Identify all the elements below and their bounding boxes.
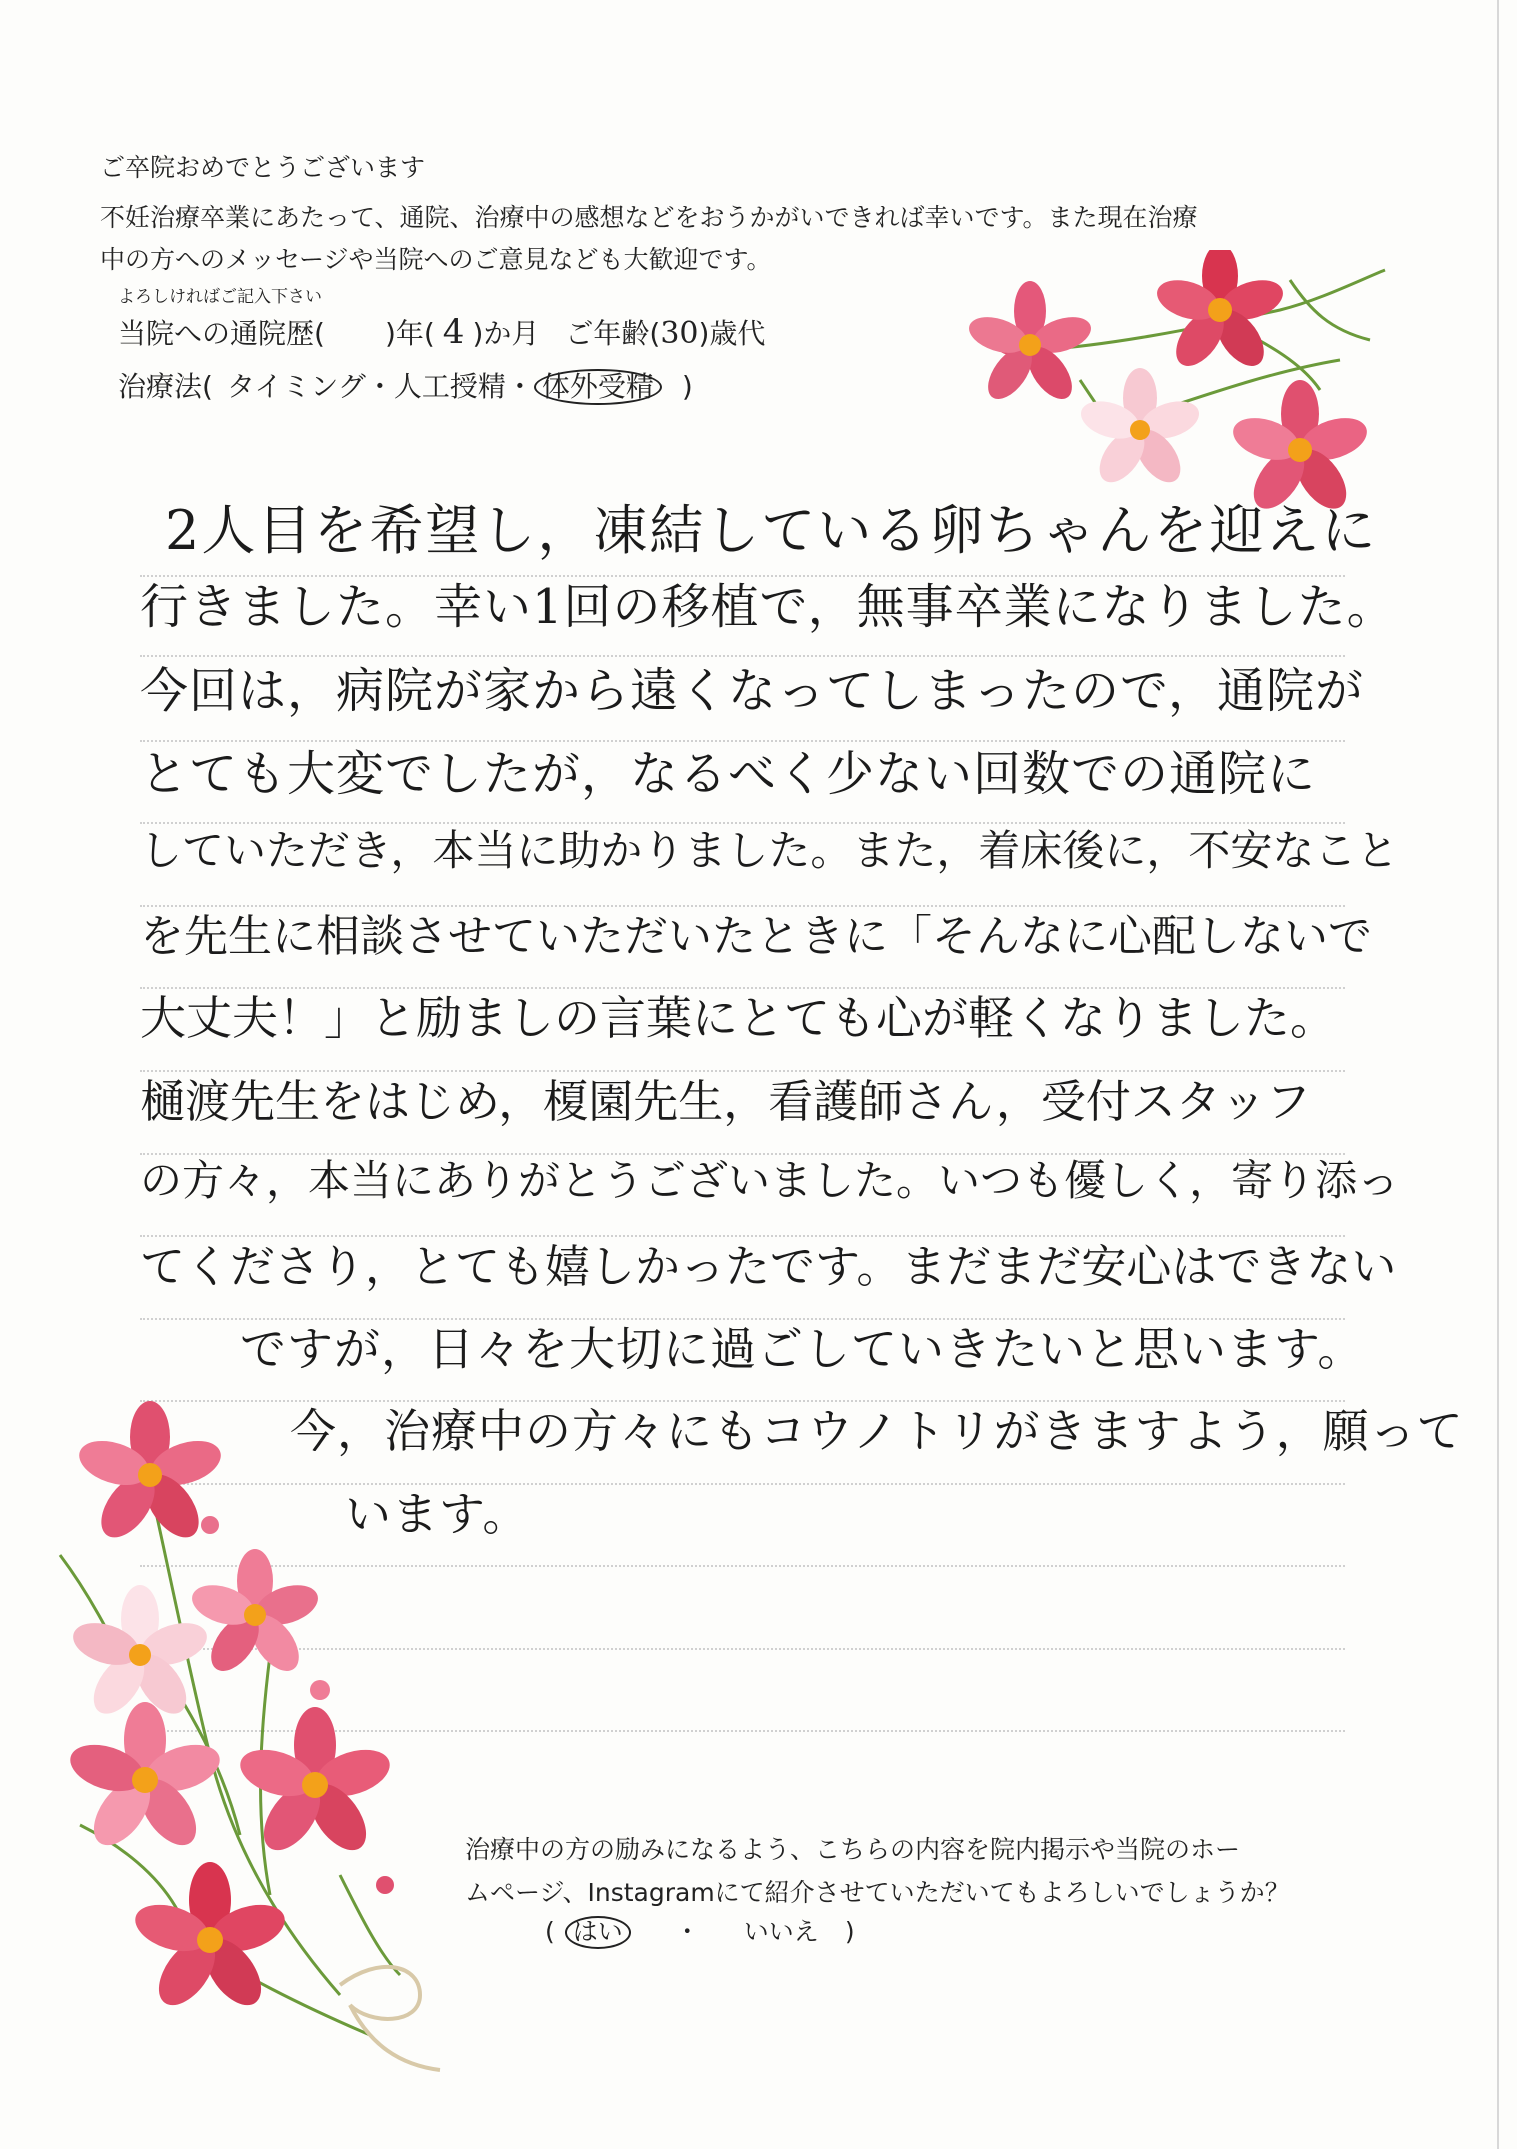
greeting-text: ご卒院おめでとうございます xyxy=(100,153,426,182)
history-months-close: )か月 xyxy=(472,317,540,350)
message-line: していただき，本当に助かりました。また，着床後に，不安なこと xyxy=(140,826,1399,875)
message-line: を先生に相談させていただいたときに「そんなに心配しないで xyxy=(140,911,1372,962)
cosmos-flowers-top-illustration xyxy=(960,250,1390,540)
cosmos-flower-bottom-3 xyxy=(187,1549,323,1679)
consent-close-paren: ) xyxy=(844,1917,855,1946)
cosmos-flower-top-2 xyxy=(1152,250,1288,374)
age-value: 30 xyxy=(660,316,699,351)
message-line: 今，治療中の方々にもコウノトリがきますよう，願って xyxy=(290,1404,1464,1458)
consent-no-option[interactable]: いいえ xyxy=(743,1917,819,1946)
message-line: 樋渡先生をはじめ，榎園先生，看護師さん，受付スタッフ xyxy=(140,1075,1311,1128)
consent-yes-circled[interactable]: はい xyxy=(565,1916,631,1949)
cosmos-flower-bottom-2 xyxy=(68,1585,212,1723)
message-line: 行きました。幸い1回の移植で，無事卒業になりました。 xyxy=(140,579,1396,635)
treatment-label: 治療法( xyxy=(118,370,213,403)
cosmos-flower-top-3 xyxy=(1076,368,1204,490)
consent-question-line-1: 治療中の方の励みになるよう、こちらの内容を院内掲示や当院のホー xyxy=(465,1835,1241,1864)
intro-line-1: 不妊治療卒業にあたって、通院、治療中の感想などをおうかがいできれば幸いです。また現在治療 xyxy=(100,203,1198,232)
page-edge-shadow xyxy=(1497,0,1499,2149)
message-line: います。 xyxy=(345,1487,530,1541)
intro-line-2: 中の方へのメッセージや当院へのご意見なども大歓迎です。 xyxy=(100,245,772,274)
history-label: 当院への通院歴( xyxy=(118,317,325,350)
age-label: ご年齢( xyxy=(565,317,661,350)
consent-open-paren: ( xyxy=(545,1917,555,1946)
message-line: ですが，日々を大切に過ごしていきたいと思います。 xyxy=(240,1322,1365,1376)
cosmos-flowers-bottom-illustration xyxy=(40,1375,470,2075)
history-years-close: )年( xyxy=(384,317,435,350)
message-line: とても大変でしたが，なるべく少ない回数での通院に xyxy=(140,746,1317,802)
fill-note: よろしければご記入下さい xyxy=(118,287,322,307)
message-line: の方々，本当にありがとうございました。いつも優しく，寄り添っ xyxy=(140,1156,1400,1205)
treatment-options: タイミング・人工授精・ xyxy=(226,370,534,403)
cosmos-flower-top-4 xyxy=(1228,380,1372,518)
age-close: )歳代 xyxy=(698,317,766,350)
message-line: 今回は，病院が家から遠くなってしまったので，通院が xyxy=(140,663,1365,719)
history-months-value: 4 xyxy=(442,312,465,352)
treatment-close: ) xyxy=(681,370,693,403)
treatment-row xyxy=(118,365,693,405)
message-line: 大丈夫！」と励ましの言葉にとても心が軽くなりました。 xyxy=(140,991,1336,1045)
message-line: てくださり，とても嬉しかったです。まだまだ安心はできない xyxy=(140,1240,1397,1293)
consent-separator: ・ xyxy=(674,1917,700,1946)
consent-choice-row xyxy=(545,1912,855,1949)
consent-question-line-2: ムページ、Instagramにて紹介させていただいてもよろしいでしょうか？ xyxy=(465,1878,1290,1907)
cosmos-flower-top-1 xyxy=(965,281,1096,407)
message-line: 2人目を希望し，凍結している卵ちゃんを迎えに xyxy=(165,499,1378,562)
treatment-selected-circled: 体外受精 xyxy=(534,369,662,405)
cosmos-flower-bottom-5 xyxy=(234,1707,395,1860)
visit-history-row xyxy=(118,312,765,352)
cosmos-flower-bottom-6 xyxy=(129,1862,290,2015)
